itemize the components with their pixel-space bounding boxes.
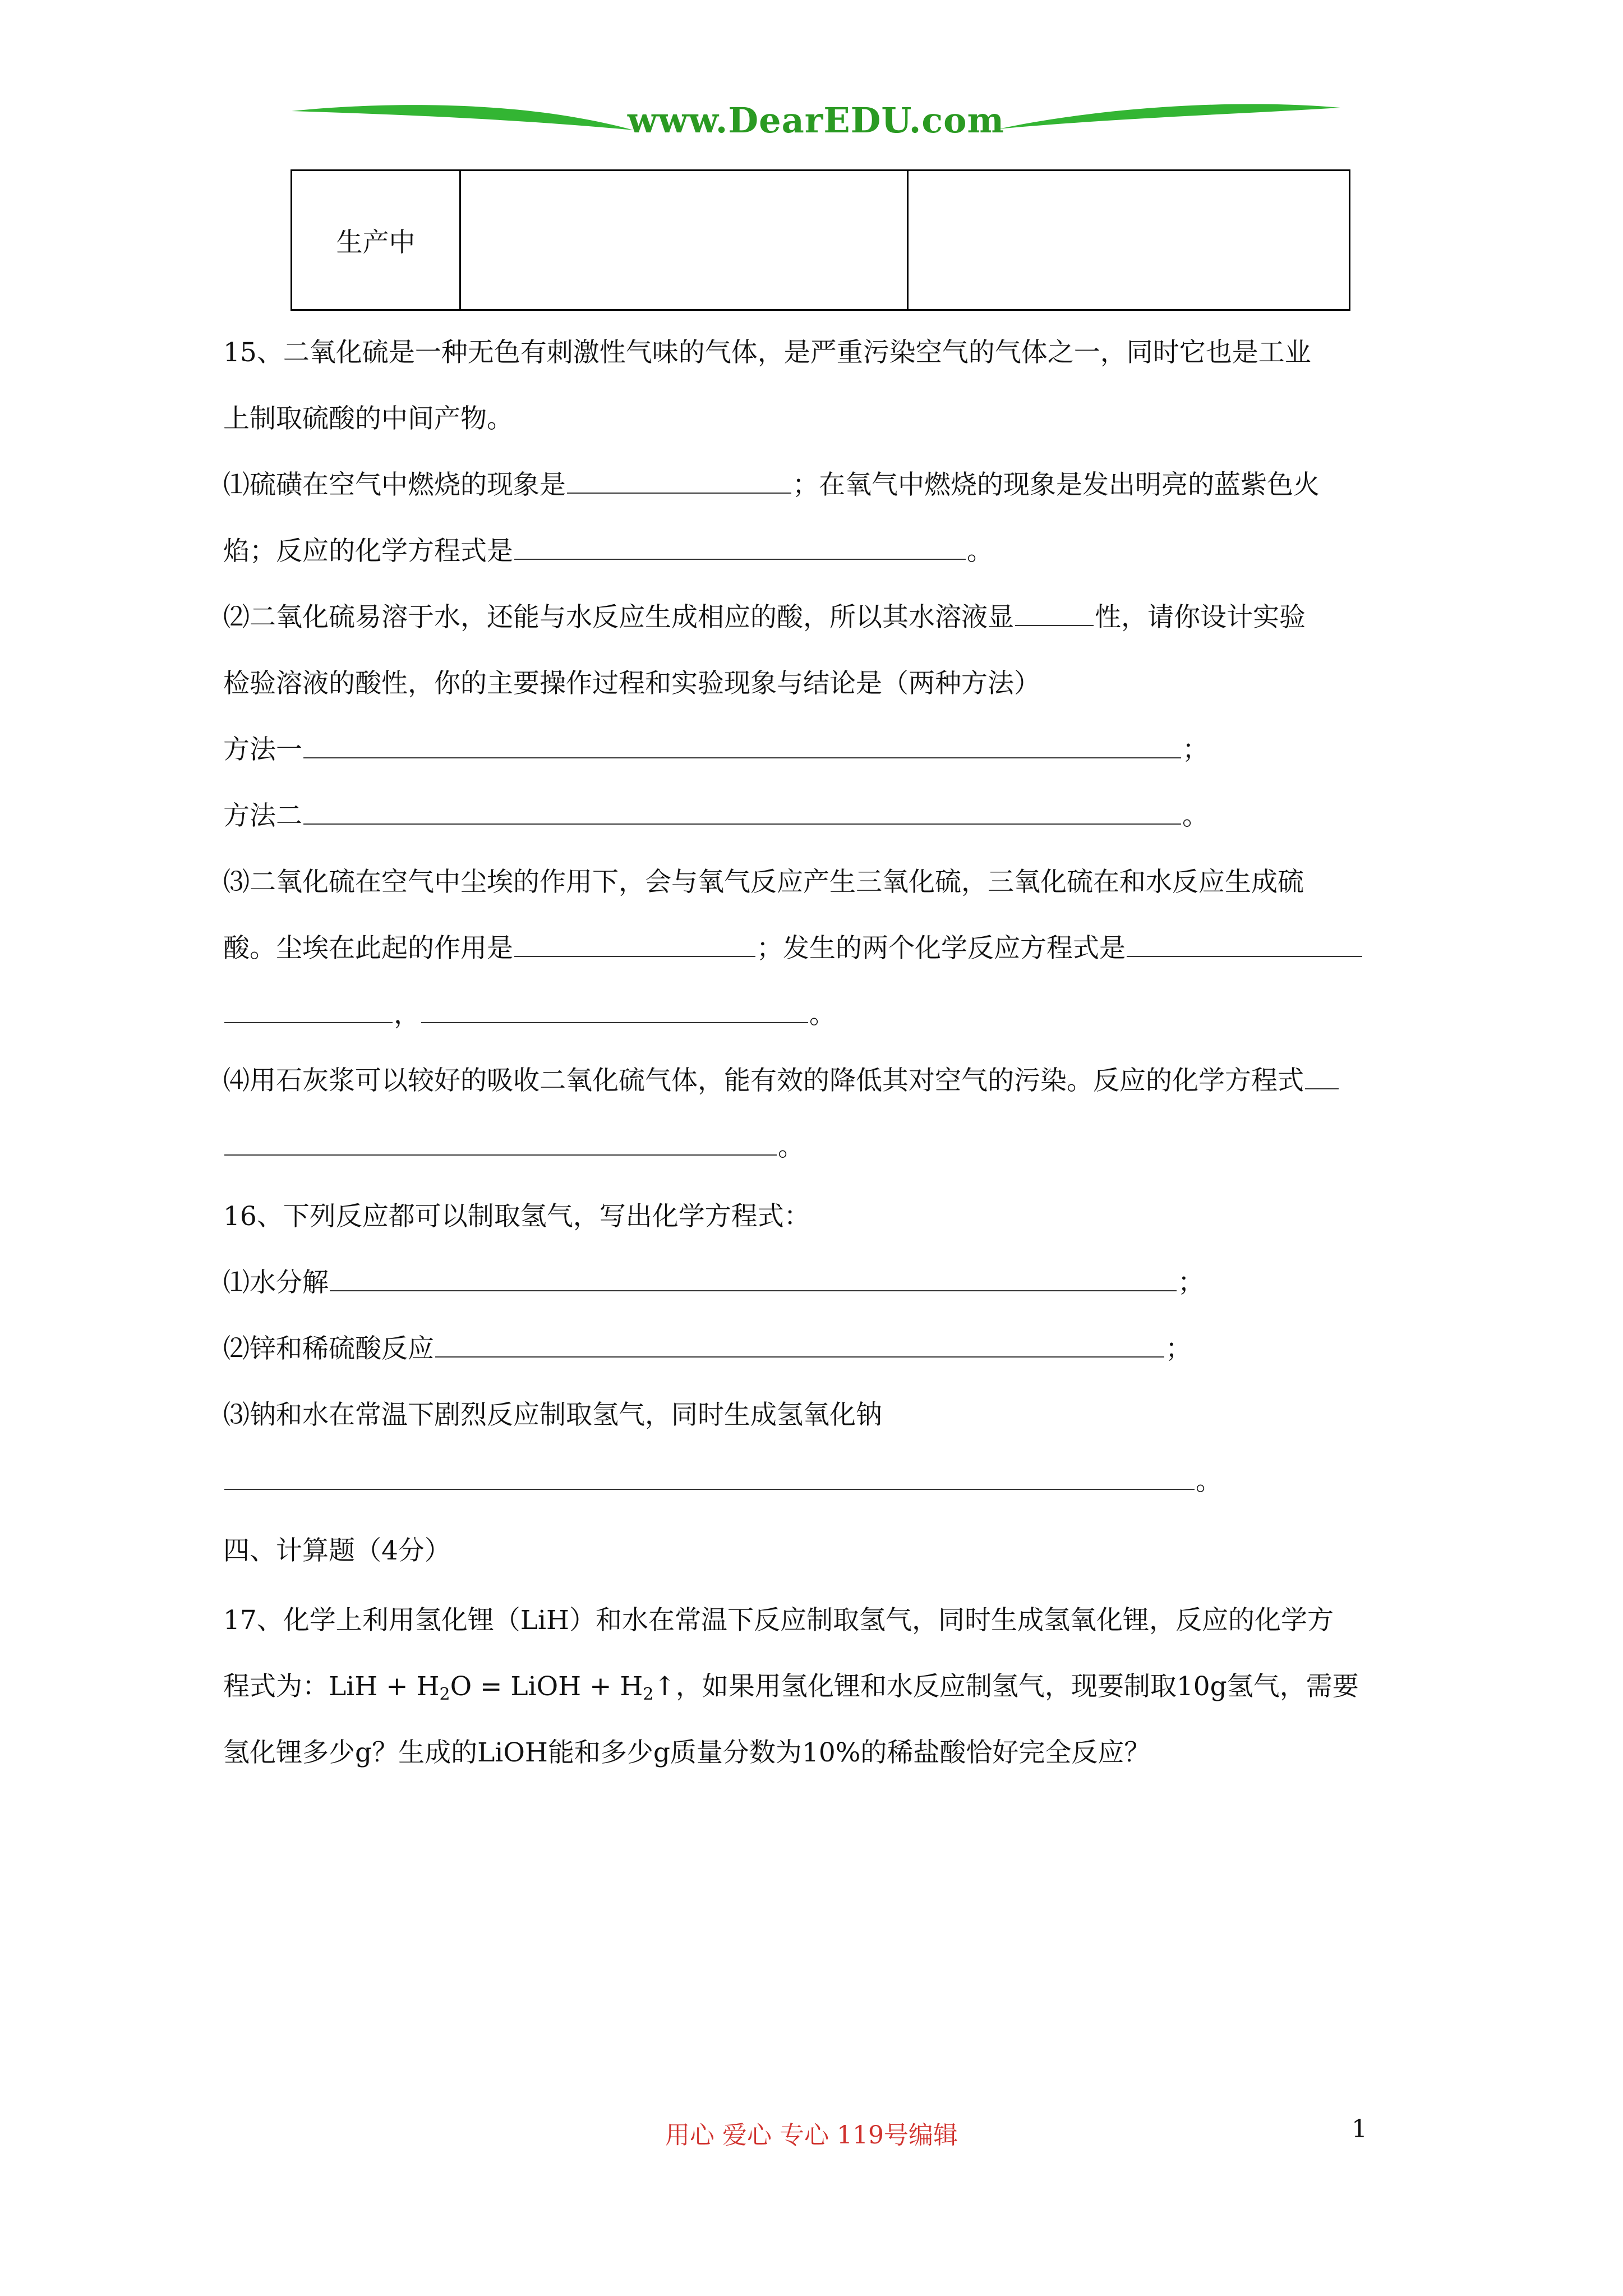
answer-blank[interactable] xyxy=(330,1258,1177,1291)
q15-part3-line-1: ⑶二氧化硫在空气中尘埃的作用下，会与氧气反应产生三氧化硫，三氧化硫在和水反应生成硫 xyxy=(223,867,1304,898)
text: ； xyxy=(1165,1333,1192,1364)
q15-part2-line-1 xyxy=(223,585,1418,651)
answer-blank[interactable] xyxy=(224,990,393,1023)
q17-line-2 xyxy=(223,1654,1418,1720)
answer-blank[interactable] xyxy=(421,990,808,1023)
document-body xyxy=(223,320,1418,1786)
text: 。 xyxy=(778,1131,804,1162)
answer-blank[interactable] xyxy=(1127,923,1362,957)
table-row xyxy=(292,171,1350,310)
text: ⑷用石灰浆可以较好的吸收二氧化硫气体，能有效的降低其对空气的污染。反应的化学方程式 xyxy=(223,1065,1304,1096)
production-table xyxy=(291,169,1350,311)
footer-text: 用心 爱心 专心 119号编辑 xyxy=(665,2121,958,2150)
q15-part2-line-2: 检验溶液的酸性，你的主要操作过程和实验现象与结论是（两种方法） xyxy=(223,668,1040,699)
text: ； xyxy=(1182,734,1209,765)
q15-method-1 xyxy=(223,717,1418,783)
answer-blank[interactable] xyxy=(303,725,1181,758)
answer-blank[interactable] xyxy=(1305,1056,1339,1089)
answer-blank[interactable] xyxy=(567,460,791,494)
text: 焰；反应的化学方程式是 xyxy=(223,536,513,567)
text: ↑，如果用氢化锂和水反应制氢气，现要制取10g氢气，需要 xyxy=(653,1671,1359,1702)
q15-part1-line-1 xyxy=(223,452,1418,518)
q16-item-3-answer xyxy=(223,1448,1418,1515)
text: 。 xyxy=(1182,800,1209,831)
text: ；发生的两个化学反应方程式是 xyxy=(757,933,1126,964)
text: ⑵二氧化硫易溶于水，还能与水反应生成相应的酸，所以其水溶液显 xyxy=(223,602,1014,633)
q15-part1-line-2 xyxy=(223,518,1418,585)
answer-blank[interactable] xyxy=(224,1122,777,1156)
subscript: 2 xyxy=(439,1685,450,1704)
q15-part3-line-2 xyxy=(223,915,1418,982)
q17-line-3: 氢化锂多少g？生成的LiOH能和多少g质量分数为10%的稀盐酸恰好完全反应？ xyxy=(223,1737,1151,1768)
text: ⑴硫磺在空气中燃烧的现象是 xyxy=(223,470,566,500)
table-cell-empty[interactable] xyxy=(460,171,908,310)
answer-blank[interactable] xyxy=(514,923,755,957)
text: 。 xyxy=(1196,1466,1222,1497)
q16-item-1 xyxy=(223,1250,1418,1316)
text: ⑴水分解 xyxy=(223,1267,329,1298)
text: 。 xyxy=(967,536,993,567)
q15-intro-line-2: 上制取硫酸的中间产物。 xyxy=(223,403,513,434)
answer-blank[interactable] xyxy=(514,526,966,560)
answer-blank[interactable] xyxy=(224,1456,1195,1490)
text: 程式为：LiH + H xyxy=(223,1671,440,1702)
section-title: 四、计算题（4分） xyxy=(223,1535,451,1566)
q15-part3-line-3 xyxy=(223,982,1418,1048)
header-logo xyxy=(292,95,1340,146)
text: ；在氧气中燃烧的现象是发出明亮的蓝紫色火 xyxy=(792,470,1320,500)
text: 方法一 xyxy=(223,734,302,765)
q15-part4-line-2 xyxy=(223,1114,1418,1180)
q15-part4-line-1 xyxy=(223,1048,1418,1114)
answer-blank[interactable] xyxy=(1015,592,1094,626)
q16-item-2 xyxy=(223,1316,1418,1382)
table-cell-label: 生产中 xyxy=(292,171,460,310)
text: ⑵锌和稀硫酸反应 xyxy=(223,1333,434,1364)
q15-method-2 xyxy=(223,783,1418,849)
q15-intro-line-1: 15、二氧化硫是一种无色有刺激性气味的气体，是严重污染空气的气体之一，同时它也是工业 xyxy=(223,337,1311,368)
text: 性，请你设计实验 xyxy=(1095,602,1306,633)
answer-blank[interactable] xyxy=(303,791,1181,825)
text: 。 xyxy=(809,999,836,1030)
q16-intro: 16、下列反应都可以制取氢气，写出化学方程式： xyxy=(223,1201,810,1232)
logo-text[interactable]: www.DearEDU.com xyxy=(627,100,1005,141)
text: O = LiOH + H xyxy=(450,1671,643,1702)
text: 酸。尘埃在此起的作用是 xyxy=(223,933,513,964)
page-number: 1 xyxy=(1352,2115,1367,2143)
text: ， xyxy=(394,999,420,1030)
answer-blank[interactable] xyxy=(435,1324,1164,1358)
q17-line-1: 17、化学上利用氢化锂（LiH）和水在常温下反应制取氢气，同时生成氢氧化锂，反应的化学方 xyxy=(223,1605,1334,1636)
table-cell-empty[interactable] xyxy=(908,171,1350,310)
text: ； xyxy=(1178,1267,1204,1298)
subscript: 2 xyxy=(643,1685,654,1704)
q16-item-3: ⑶钠和水在常温下剧烈反应制取氢气，同时生成氢氧化钠 xyxy=(223,1400,882,1430)
text: 方法二 xyxy=(223,800,302,831)
